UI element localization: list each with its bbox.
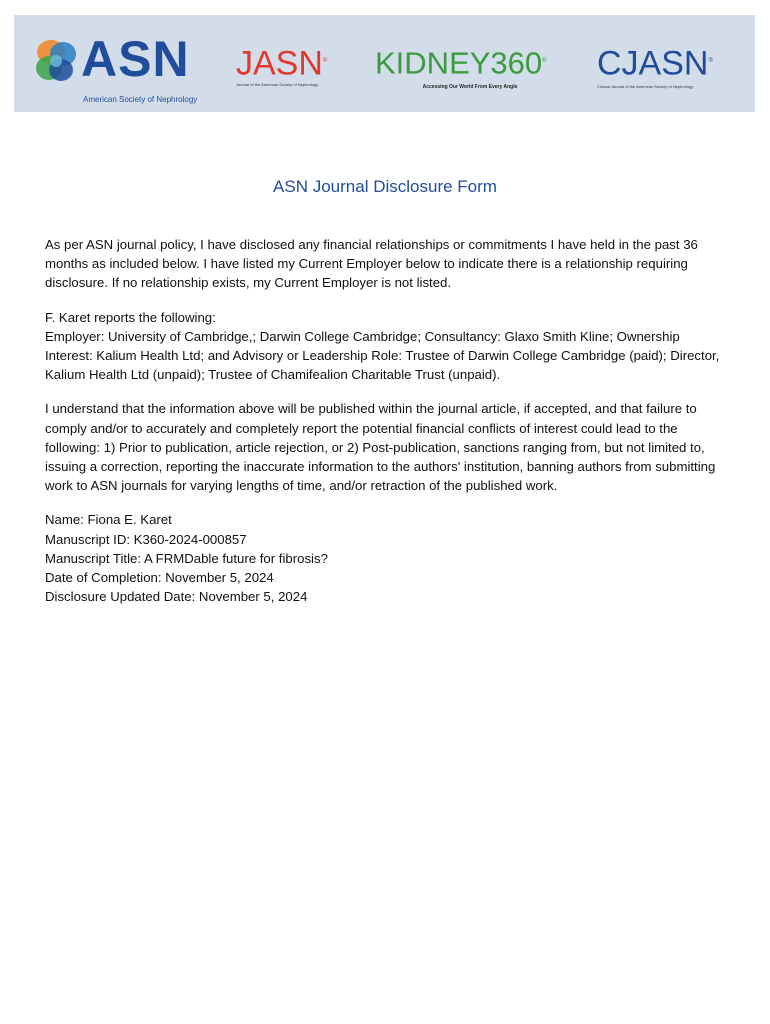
asn-wordmark: ASN bbox=[81, 31, 190, 87]
cjasn-wordmark: CJASN bbox=[597, 44, 709, 83]
manuscript-id: Manuscript ID: K360-2024-000857 bbox=[45, 531, 247, 547]
policy-statement: As per ASN journal policy, I have disclosed any financial relationships or commitments I have held in the past 36 months as included below. I have listed my Current Employer below to indicate there is a relationship requiring disclosure. If no relationship exists, my Current Employer is not listed. bbox=[45, 237, 698, 291]
kidney360-wordmark: KIDNEY360 bbox=[375, 45, 543, 81]
manuscript-title: Manuscript Title: A FRMDable future for fibrosis? bbox=[45, 550, 328, 566]
jasn-wordmark: JASN bbox=[236, 44, 323, 83]
jasn-logo bbox=[236, 43, 351, 89]
cjasn-subtitle: Clinical Journal of the American Society of Nephrology bbox=[597, 84, 694, 90]
kidney360-logo bbox=[375, 43, 565, 91]
kidney360-subtitle: Accessing Our World From Every Angle bbox=[422, 84, 518, 91]
date-of-completion: Date of Completion: November 5, 2024 bbox=[45, 570, 274, 586]
reports-body: Employer: University of Cambridge,; Darwin College Cambridge; Consultancy: Glaxo Smith Kline; Ownership Interest: Kalium Health Ltd; and Advisory or Leadership Role: Trustee of Darwin College Cambridge (paid); Director, Kalium Health Ltd (unpaid); Trustee of Chamifealion Charitable Trust (unpaid). bbox=[45, 328, 720, 383]
registered-mark-icon: ® bbox=[708, 58, 713, 64]
jasn-subtitle: Journal of the American Society of Nephrology bbox=[236, 82, 319, 88]
understanding-statement: I understand that the information above will be published within the journal article, if accepted, and that failure to comply and/or to accurately and completely report the potential financial conflicts of interest could lead to the following: 1) Prior to publication, article rejection, or 2) Post-publication, sanctions ranging from, but not limited to, issuing a correction, reporting the inaccurate information to the authors' institution, banning authors from submitting work to ASN journals for varying lengths of time, and/or retraction of the published work. bbox=[45, 401, 716, 494]
page-title: ASN Journal Disclosure Form bbox=[273, 177, 497, 196]
asn-subtitle: American Society of Nephrology bbox=[83, 95, 198, 104]
disclosure-updated-date: Disclosure Updated Date: November 5, 2024 bbox=[45, 589, 308, 605]
author-name: Name: Fiona E. Karet bbox=[45, 512, 172, 528]
asn-mark-icon bbox=[31, 34, 79, 86]
registered-mark-icon: ® bbox=[322, 58, 328, 64]
manuscript-details bbox=[45, 510, 730, 606]
journal-logo-banner bbox=[14, 15, 755, 112]
cjasn-logo bbox=[597, 43, 737, 91]
asn-logo bbox=[31, 29, 211, 109]
reports-section bbox=[45, 308, 730, 385]
reports-heading: F. Karet reports the following: bbox=[45, 309, 216, 325]
registered-mark-icon: ® bbox=[542, 58, 547, 64]
disclosure-body bbox=[45, 235, 730, 606]
